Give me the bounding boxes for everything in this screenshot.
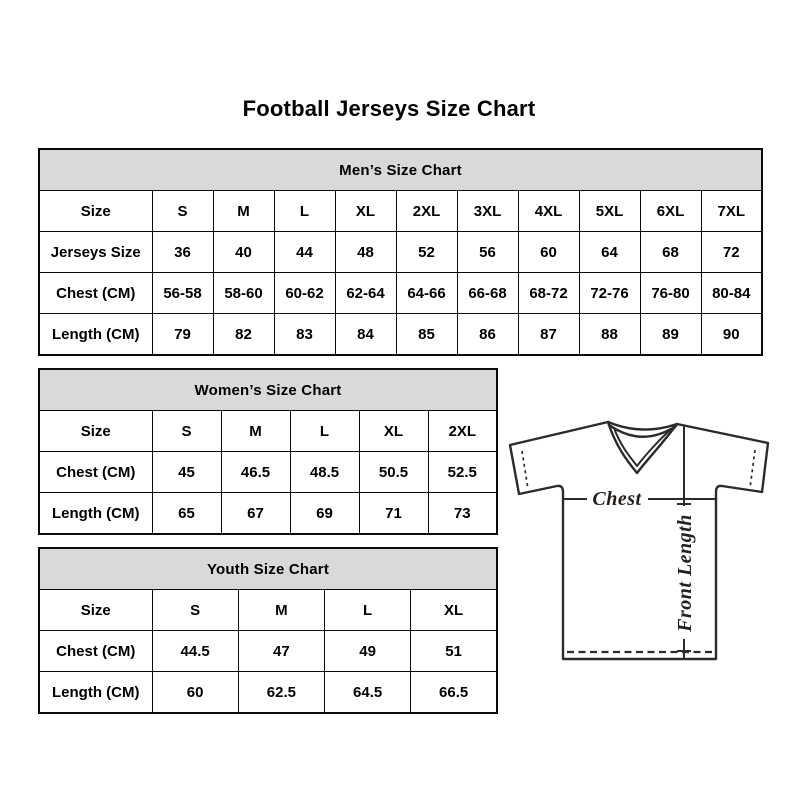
cell-value: 56 <box>457 232 518 273</box>
cell-value: 68 <box>640 232 701 273</box>
cell-value: M <box>221 411 290 452</box>
cell-value: 67 <box>221 493 290 535</box>
row-label: Length (CM) <box>39 672 152 714</box>
right-cuff-dashed-line <box>750 450 755 488</box>
cell-value: 2XL <box>396 191 457 232</box>
table-header-row <box>39 149 762 191</box>
cell-value: 44.5 <box>152 631 238 672</box>
row-label: Length (CM) <box>39 314 152 356</box>
cell-value: 6XL <box>640 191 701 232</box>
cell-value: 62-64 <box>335 273 396 314</box>
cell-value: 48.5 <box>290 452 359 493</box>
chest-label: Chest <box>592 488 642 510</box>
table-row <box>39 631 497 672</box>
cell-value: L <box>274 191 335 232</box>
cell-value: 45 <box>152 452 221 493</box>
cell-value: 73 <box>428 493 497 535</box>
cell-value: M <box>238 590 324 631</box>
cell-value: 66-68 <box>457 273 518 314</box>
cell-value: 66.5 <box>411 672 497 714</box>
row-label: Jerseys Size <box>39 232 152 273</box>
jersey-measurement-diagram <box>505 405 775 665</box>
cell-value: S <box>152 590 238 631</box>
cell-value: 64-66 <box>396 273 457 314</box>
table-row <box>39 452 497 493</box>
cell-value: 40 <box>213 232 274 273</box>
cell-value: 89 <box>640 314 701 356</box>
womens-table-title: Women’s Size Chart <box>39 369 497 411</box>
cell-value: 86 <box>457 314 518 356</box>
cell-value: 52 <box>396 232 457 273</box>
cell-value: 85 <box>396 314 457 356</box>
table-row <box>39 411 497 452</box>
cell-value: 49 <box>325 631 411 672</box>
cell-value: 2XL <box>428 411 497 452</box>
cell-value: 65 <box>152 493 221 535</box>
cell-value: 79 <box>152 314 213 356</box>
cell-value: 58-60 <box>213 273 274 314</box>
cell-value: 47 <box>238 631 324 672</box>
row-label: Size <box>39 411 152 452</box>
cell-value: 62.5 <box>238 672 324 714</box>
cell-value: 56-58 <box>152 273 213 314</box>
cell-value: 7XL <box>701 191 762 232</box>
cell-value: 60 <box>152 672 238 714</box>
row-label: Size <box>39 590 152 631</box>
cell-value: 48 <box>335 232 396 273</box>
collar-back-arc <box>608 422 677 430</box>
cell-value: 64 <box>579 232 640 273</box>
cell-value: 44 <box>274 232 335 273</box>
table-row <box>39 314 762 356</box>
cell-value: 64.5 <box>325 672 411 714</box>
left-cuff-dashed-line <box>522 451 528 489</box>
cell-value: 83 <box>274 314 335 356</box>
cell-value: 87 <box>518 314 579 356</box>
cell-value: L <box>290 411 359 452</box>
cell-value: 72 <box>701 232 762 273</box>
cell-value: XL <box>335 191 396 232</box>
cell-value: 80-84 <box>701 273 762 314</box>
cell-value: 84 <box>335 314 396 356</box>
cell-value: S <box>152 411 221 452</box>
cell-value: 90 <box>701 314 762 356</box>
youth-table-title: Youth Size Chart <box>39 548 497 590</box>
table-header-row <box>39 548 497 590</box>
cell-value: 60 <box>518 232 579 273</box>
cell-value: 82 <box>213 314 274 356</box>
mens-table-title: Men’s Size Chart <box>39 149 762 191</box>
cell-value: 51 <box>411 631 497 672</box>
cell-value: 36 <box>152 232 213 273</box>
row-label: Length (CM) <box>39 493 152 535</box>
table-row <box>39 590 497 631</box>
front-length-label: Front Length <box>674 514 696 632</box>
cell-value: 5XL <box>579 191 640 232</box>
table-row <box>39 672 497 714</box>
cell-value: 69 <box>290 493 359 535</box>
cell-value: S <box>152 191 213 232</box>
mens-size-chart-table <box>38 148 763 356</box>
table-row <box>39 232 762 273</box>
cell-value: 3XL <box>457 191 518 232</box>
row-label: Size <box>39 191 152 232</box>
page-title: Football Jerseys Size Chart <box>242 96 536 121</box>
row-label: Chest (CM) <box>39 452 152 493</box>
row-label: Chest (CM) <box>39 273 152 314</box>
cell-value: L <box>325 590 411 631</box>
cell-value: 60-62 <box>274 273 335 314</box>
cell-value: M <box>213 191 274 232</box>
cell-value: XL <box>359 411 428 452</box>
table-row <box>39 191 762 232</box>
cell-value: 46.5 <box>221 452 290 493</box>
cell-value: 50.5 <box>359 452 428 493</box>
cell-value: 71 <box>359 493 428 535</box>
womens-size-chart-table <box>38 368 498 535</box>
cell-value: XL <box>411 590 497 631</box>
table-header-row <box>39 369 497 411</box>
row-label: Chest (CM) <box>39 631 152 672</box>
cell-value: 76-80 <box>640 273 701 314</box>
cell-value: 68-72 <box>518 273 579 314</box>
cell-value: 52.5 <box>428 452 497 493</box>
cell-value: 72-76 <box>579 273 640 314</box>
youth-size-chart-table <box>38 547 498 714</box>
table-row <box>39 273 762 314</box>
cell-value: 4XL <box>518 191 579 232</box>
jersey-outline <box>510 422 768 659</box>
table-row <box>39 493 497 535</box>
cell-value: 88 <box>579 314 640 356</box>
